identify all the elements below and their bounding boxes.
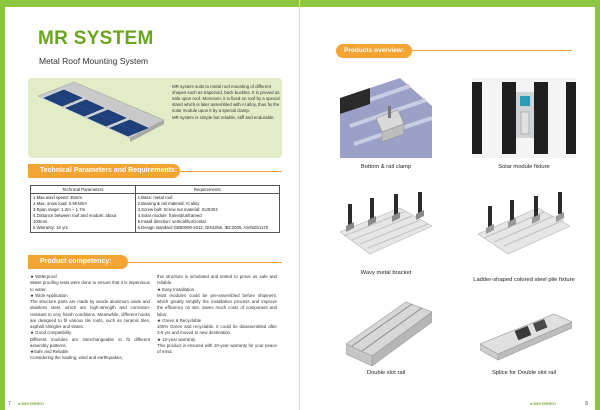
requirements-cell xyxy=(135,194,279,233)
list-item: 5.Install direction: vertical/horizontal xyxy=(137,219,206,224)
product-caption: Bottom & rail clamp xyxy=(360,164,412,170)
bracket-icon xyxy=(340,192,432,264)
list-item: Most modules could be pre-assembled before shipment, which greatly simplify the installation process and improve the efficiency on site, saves much costs of component and labor. xyxy=(157,292,277,317)
list-item: ★Safe and Reliable xyxy=(30,349,69,354)
list-item: 4.Solar module: framed/unframed xyxy=(137,213,202,218)
splice-icon xyxy=(480,308,572,364)
product-caption: Ladder-shaped colored steel pile fixture xyxy=(473,277,575,283)
footer-brand: ■ SMS ENERGY xyxy=(530,402,557,406)
parameters-table xyxy=(30,185,280,233)
list-item: Water proofing tests were done to ensure that it is impervious to water. xyxy=(30,280,150,292)
side-green-band xyxy=(0,0,5,410)
list-item: 2.Max. snow load: 0.9KN/m² xyxy=(33,201,87,206)
product-caption: Splice for Double slot rail xyxy=(491,370,557,376)
list-item: ★ Good compatibility xyxy=(30,330,72,336)
product-caption: Wavy metal bracket xyxy=(360,270,412,276)
list-item: Different modules are interchangeable to fit different assembly patterns. xyxy=(30,336,150,348)
list-item: ★ Easy Installation xyxy=(157,286,195,292)
table-header: Requirements xyxy=(135,186,279,194)
divider xyxy=(180,171,282,172)
intro-paragraph: MR system suits to metal roof mounting of different shapes such as trapezoid, back buckles. It is proved as safe upon roof. Moreover, it is fixed on roof by a special stand which is later assembled with Al alloy, thus fix the solar module upon it by a special clamp. xyxy=(172,84,280,114)
tech-section-heading: Technical Parameters and Requirements: xyxy=(28,164,180,178)
page-number: 8 xyxy=(585,401,588,407)
list-item: 3.Span range: 1.2m ~ 1.7m xyxy=(33,207,86,212)
intro-text xyxy=(172,84,280,122)
page-title: MR SYSTEM xyxy=(38,28,154,49)
list-item: 4.Distance between roof and module: about 100mm. xyxy=(33,213,117,224)
parameters-cell xyxy=(31,194,136,233)
intro-paragraph: MR system is simple but reliable, stiff and endurable. xyxy=(172,114,275,120)
list-item: ★ Green & Recyclable xyxy=(157,317,202,323)
competency-column-1 xyxy=(30,274,150,362)
clamp-icon xyxy=(340,78,432,158)
solar-panels-image xyxy=(34,76,166,152)
list-item: ★ 10-year warranty. xyxy=(157,336,196,342)
pile-fixture-icon xyxy=(478,192,570,264)
list-item: 1.Max.wind speed: 35m/s xyxy=(33,195,82,200)
product-caption: Solar module fixture xyxy=(498,164,550,170)
list-item: The structure parts are made by anode aluminum oxide and stainless steel, which are high-strength and corrosion-resistant to very harsh conditions. Meanwhile, different hooks are designed to fit various tile roofs, such as ceramic tiles, asphalt shingles and slates. xyxy=(30,299,150,329)
page-subtitle: Metal Roof Mounting System xyxy=(39,56,149,66)
footer-brand: ■ SMS ENERGY xyxy=(18,402,45,406)
page-number: 7 xyxy=(8,401,11,407)
list-item: This product is ensured with 10-year warranty for your peace of mind. xyxy=(157,342,277,354)
list-item: this structure is simulated and tested to prove as safe and reliable. xyxy=(157,274,277,286)
list-item: 100% Green and recyclable. It could be disassembled after 3-5 yrs and moved to new destination. xyxy=(157,324,277,336)
top-green-band xyxy=(300,0,600,7)
right-page xyxy=(300,0,600,410)
list-item: Considering the loading, wind and earthquakes, xyxy=(30,355,123,361)
divider xyxy=(412,50,572,51)
competency-column-2 xyxy=(157,274,277,355)
table-row xyxy=(31,194,280,233)
fixture-icon xyxy=(472,78,576,158)
table-header: Technical Parameters xyxy=(31,186,136,194)
overview-heading: Products overview: xyxy=(336,44,412,58)
list-item: 3.Screw bolt: Screw nut material: SUS304 xyxy=(137,207,218,212)
rail-icon xyxy=(346,300,432,366)
list-item: 2.Bearing & rail material: Al alloy xyxy=(137,201,200,206)
list-item: 1.Base: metal roof. xyxy=(137,195,174,200)
competency-heading: Product competency: xyxy=(28,255,128,269)
top-green-band xyxy=(0,0,300,7)
divider xyxy=(128,262,282,263)
product-caption: Double slot rail xyxy=(366,370,406,376)
list-item: ★ Wide Application xyxy=(30,292,68,298)
side-green-band xyxy=(595,0,600,410)
list-item: 5.Warranty: 10 yrs xyxy=(33,225,68,230)
table-header-row xyxy=(31,186,280,194)
list-item: ★ Waterproof xyxy=(30,274,57,279)
list-item: 6.Design standard GB50009-2012, DIN1055, IBC2006, AS/NZS1170 xyxy=(137,225,269,230)
